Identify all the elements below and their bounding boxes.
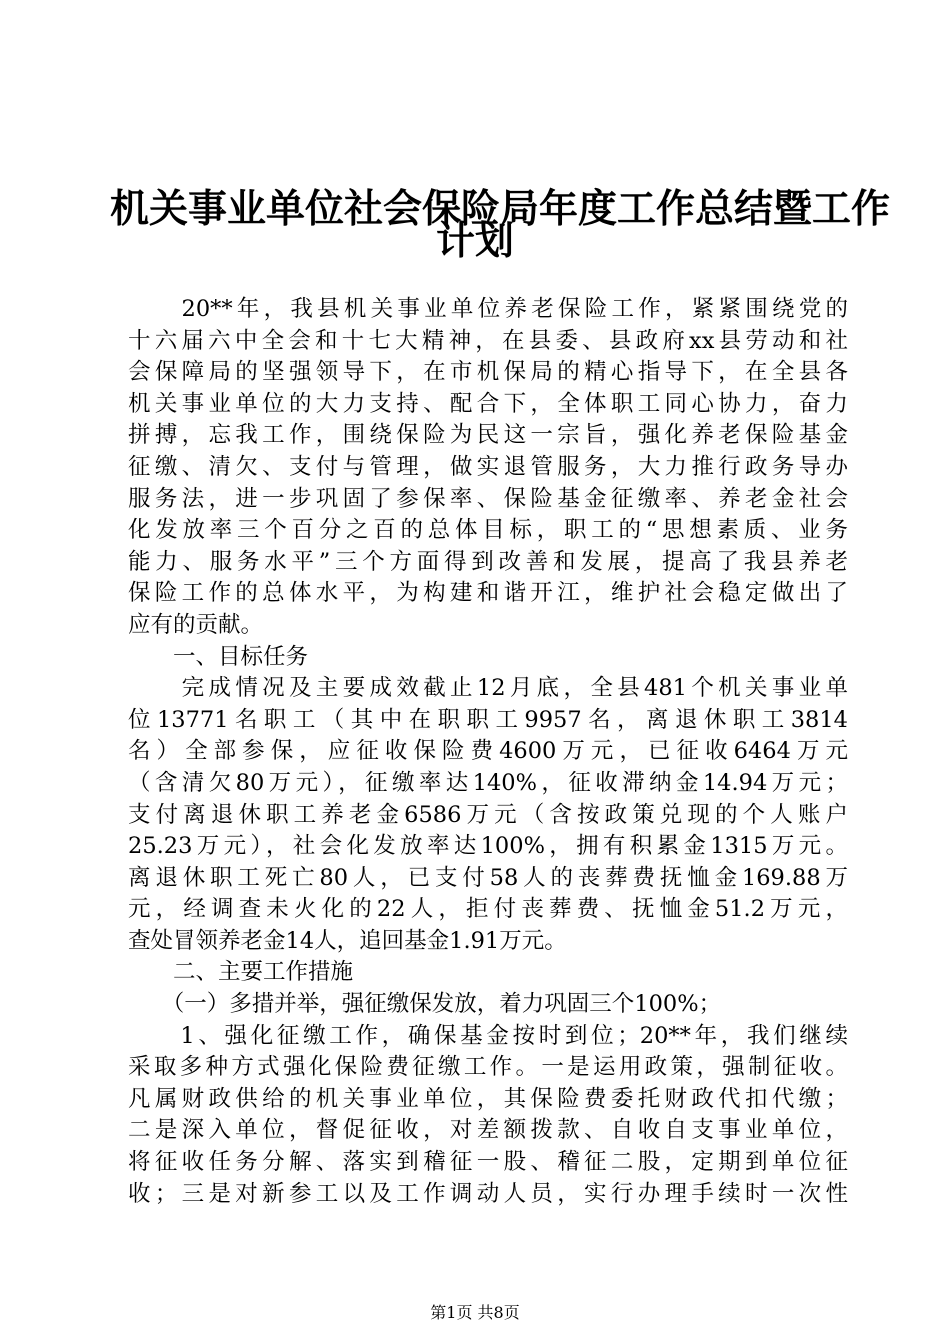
- body-line: 查处冒领养老金14人，追回基金1.91万元。: [128, 927, 567, 954]
- page-footer: 第1页 共8页: [430, 1303, 520, 1322]
- document-title-line-1: 机关事业单位社会保险局年度工作总结暨工作: [110, 187, 891, 232]
- body-line: （一）多措并举，强征缴保发放，着力巩固三个100%；: [128, 991, 722, 1018]
- body-line: 采取多种方式强化保险费征缴工作。一是运用政策，强制征收。: [128, 1054, 848, 1081]
- body-line: 十六届六中全会和十七大精神，在县委、县政府xx县劳动和社: [128, 327, 848, 354]
- document-title-line-2: 计划: [435, 219, 514, 264]
- body-line: 将征收任务分解、落实到稽征一股、稽征二股，定期到单位征: [128, 1149, 848, 1176]
- body-line: 保险工作的总体水平，为构建和谐开江，维护社会稳定做出了: [128, 580, 848, 607]
- body-line: 离退休职工死亡80人，已支付58人的丧葬费抚恤金169.88万: [128, 864, 848, 891]
- body-line: 二、主要工作措施: [128, 959, 354, 986]
- body-line: 位13771名职工（其中在职职工9957名，离退休职工3814: [128, 706, 848, 733]
- body-line: 拼搏，忘我工作，围绕保险为民这一宗旨，强化养老保险基金: [128, 422, 848, 449]
- body-line: 二是深入单位，督促征收，对差额拨款、自收自支事业单位，: [128, 1117, 848, 1144]
- body-line: 支付离退休职工养老金6586万元（含按政策兑现的个人账户: [128, 801, 848, 828]
- document-body: [128, 294, 848, 1210]
- body-line: （含清欠80万元），征缴率达140%，征收滞纳金14.94万元；: [128, 769, 848, 796]
- body-line: 25.23万元），社会化发放率达100%，拥有积累金1315万元。: [128, 833, 848, 860]
- body-line: 化发放率三个百分之百的总体目标，职工的“思想素质、业务: [128, 517, 848, 544]
- body-line: 征缴、清欠、支付与管理，做实退管服务，大力推行政务导办: [128, 453, 848, 480]
- body-line: 凡属财政供给的机关事业单位，其保险费委托财政代扣代缴；: [128, 1085, 848, 1112]
- body-line: 20**年，我县机关事业单位养老保险工作，紧紧围绕党的: [128, 296, 848, 322]
- body-line: 应有的贡献。: [128, 611, 264, 638]
- body-line: 完成情况及主要成效截止12月底，全县481个机关事业单: [128, 675, 848, 702]
- body-line: 机关事业单位的大力支持、配合下，全体职工同心协力，奋力: [128, 390, 848, 417]
- body-line: 会保障局的坚强领导下，在市机保局的精心指导下，在全县各: [128, 359, 848, 386]
- body-line: 服务法，进一步巩固了参保率、保险基金征缴率、养老金社会: [128, 485, 848, 512]
- body-line: 收；三是对新参工以及工作调动人员，实行办理手续时一次性: [128, 1180, 848, 1207]
- body-line: 元，经调查未火化的22人，拒付丧葬费、抚恤金51.2万元，: [128, 896, 848, 923]
- body-line: 1、强化征缴工作，确保基金按时到位；20**年，我们继续: [128, 1022, 848, 1049]
- body-line: 能力、服务水平”三个方面得到改善和发展，提高了我县养老: [128, 548, 848, 575]
- body-line: 名）全部参保，应征收保险费4600万元，已征收6464万元: [128, 738, 848, 765]
- body-line: 一、目标任务: [128, 643, 309, 670]
